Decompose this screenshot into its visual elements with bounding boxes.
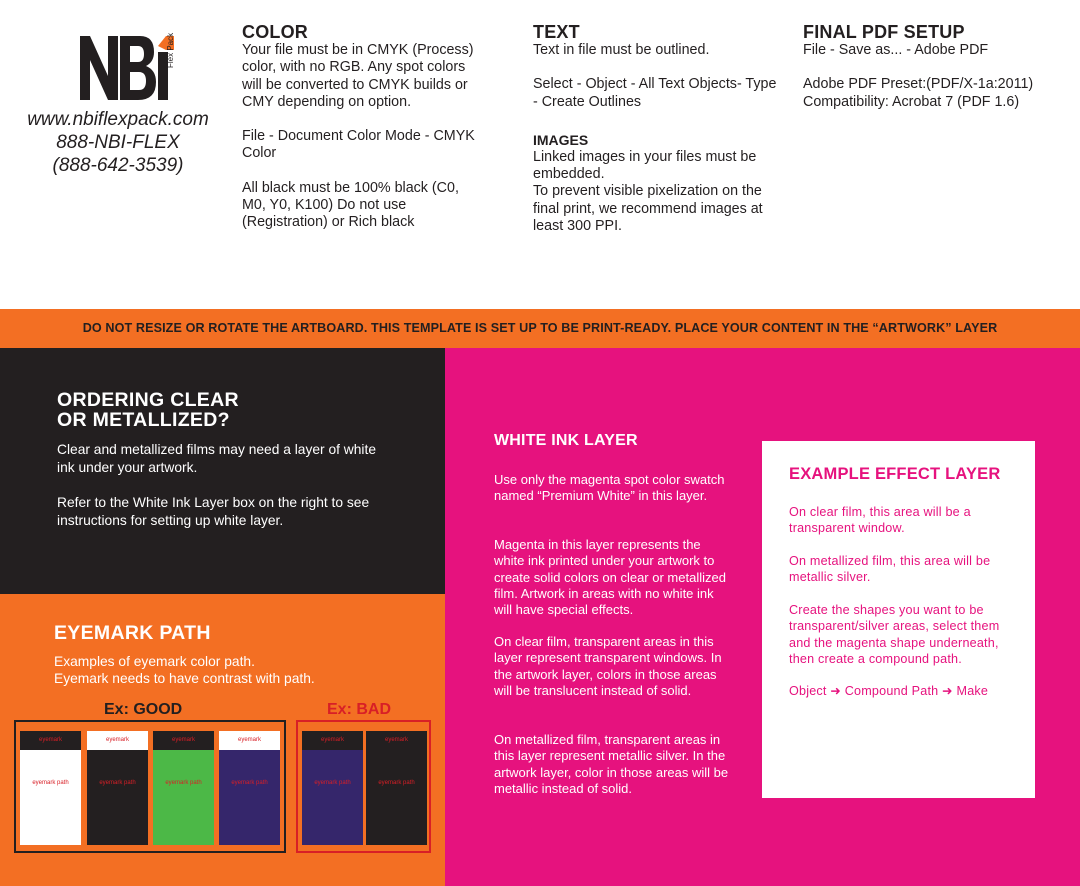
images-paragraph-2: To prevent visible pixelization on the final print, we recommend images at least 300 PPI.: [533, 183, 763, 235]
bad-example-label: Ex: BAD: [327, 701, 392, 718]
nbi-logo-mark: [58, 28, 178, 108]
text-section: [533, 22, 778, 235]
eyemark-tile: [366, 731, 427, 845]
color-paragraph-1: Your file must be in CMYK (Process) color, with no RGB. Any spot colors will be converted to CMYK builds or CMY depending on option.: [242, 42, 474, 110]
eyemark-swatch: eyemark: [302, 731, 363, 750]
ordering-title-line-1: ORDERING CLEAR: [57, 389, 239, 411]
eyemark-swatch: eyemark: [87, 731, 148, 750]
ordering-title-line-2: OR METALLIZED?: [57, 409, 230, 431]
white-ink-paragraph-2: Magenta in this layer represents the white ink printed under your artwork to create solid colors on clear or metallized film. Artwork in areas with no white ink will have special effects.: [494, 537, 726, 618]
pdf-title: FINAL PDF SETUP: [803, 22, 965, 42]
images-paragraph-1: Linked images in your files must be embedded.: [533, 148, 757, 183]
color-section: [242, 22, 482, 232]
text-paragraph-2: Select - Object - All Text Objects- Type - Create Outlines: [533, 76, 777, 110]
eyemark-description-line-2: Eyemark needs to have contrast with path.: [54, 671, 315, 686]
eyemark-path-swatch: eyemark path: [219, 750, 280, 845]
effect-layer-title: EXAMPLE EFFECT LAYER: [789, 465, 1001, 483]
nbi-logo: [58, 28, 178, 108]
white-ink-title: WHITE INK LAYER: [494, 432, 638, 449]
eyemark-tile: [20, 731, 81, 845]
website-link[interactable]: www.nbiflexpack.com: [27, 109, 209, 130]
pdf-paragraph-1: File - Save as... - Adobe PDF: [803, 42, 989, 58]
color-title: COLOR: [242, 22, 308, 42]
pdf-section: [803, 22, 1063, 111]
eyemark-tile: [87, 731, 148, 845]
eyemark-path-swatch: eyemark path: [20, 750, 81, 845]
effect-paragraph-4: Object ➜ Compound Path ➜ Make: [789, 684, 989, 698]
eyemark-swatch: eyemark: [219, 731, 280, 750]
eyemark-tile: [153, 731, 214, 845]
effect-paragraph-1: On clear film, this area will be a transparent window.: [789, 505, 971, 536]
eyemark-path-swatch: eyemark path: [87, 750, 148, 845]
logo-block: [18, 28, 218, 177]
white-ink-paragraph-1: Use only the magenta spot color swatch named “Premium White” in this layer.: [494, 472, 725, 504]
eyemark-path-swatch: eyemark path: [366, 750, 427, 845]
eyemark-panel: [0, 594, 445, 886]
ordering-paragraph-2: Refer to the White Ink Layer box on the right to see instructions for setting up white layer.: [57, 495, 370, 528]
white-ink-paragraph-3: On clear film, transparent areas in this layer represent transparent windows. In the artwork layer, colors in those areas will be translucent instead of solid.: [494, 634, 722, 698]
ordering-panel: [0, 348, 445, 594]
ordering-title: [57, 390, 239, 430]
color-paragraph-3: All black must be 100% black (C0, M0, Y0, K100) Do not use (Registration) or Rich black: [242, 179, 459, 231]
pdf-paragraph-2: Adobe PDF Preset:(PDF/X-1a:2011) Compatibility: Acrobat 7 (PDF 1.6): [803, 76, 1034, 110]
logo-side-text: Flex Pack: [166, 32, 175, 68]
eyemark-description: [54, 653, 434, 687]
contact-info: [18, 108, 218, 177]
eyemark-path-swatch: eyemark path: [302, 750, 363, 845]
color-paragraph-2: File - Document Color Mode - CMYK Color: [242, 128, 475, 162]
eyemark-swatch: eyemark: [20, 731, 81, 750]
text-paragraph-1: Text in file must be outlined.: [533, 42, 710, 58]
good-example-label: Ex: GOOD: [104, 701, 183, 718]
text-title: TEXT: [533, 22, 580, 42]
ordering-paragraph-1: Clear and metallized films may need a layer of white ink under your artwork.: [57, 442, 377, 475]
eyemark-swatch: eyemark: [153, 731, 214, 750]
phone-alpha: 888-NBI-FLEX: [56, 132, 180, 153]
images-title: IMAGES: [533, 131, 589, 148]
eyemark-path-swatch: eyemark path: [153, 750, 214, 845]
effect-paragraph-3: Create the shapes you want to be transparent/silver areas, select them and the magenta shape underneath, then create a compound path.: [789, 603, 1000, 666]
eyemark-tile: [219, 731, 280, 845]
effect-paragraph-2: On metallized film, this area will be metallic silver.: [789, 554, 991, 585]
white-ink-paragraph-4: On metallized film, transparent areas in this layer represent metallic silver. In the artwork layer, color in those areas will be metallic instead of solid.: [494, 732, 729, 796]
eyemark-swatch: eyemark: [366, 731, 427, 750]
warning-banner: DO NOT RESIZE OR ROTATE THE ARTBOARD. THIS TEMPLATE IS SET UP TO BE PRINT-READY. PLACE YOUR CONTENT IN THE “ARTWORK” LAYER: [0, 309, 1080, 348]
effect-layer-box: [762, 441, 1035, 798]
eyemark-tile: [302, 731, 363, 845]
eyemark-description-line-1: Examples of eyemark color path.: [54, 654, 255, 669]
phone-number: (888-642-3539): [52, 155, 184, 176]
eyemark-title: EYEMARK PATH: [54, 622, 211, 644]
